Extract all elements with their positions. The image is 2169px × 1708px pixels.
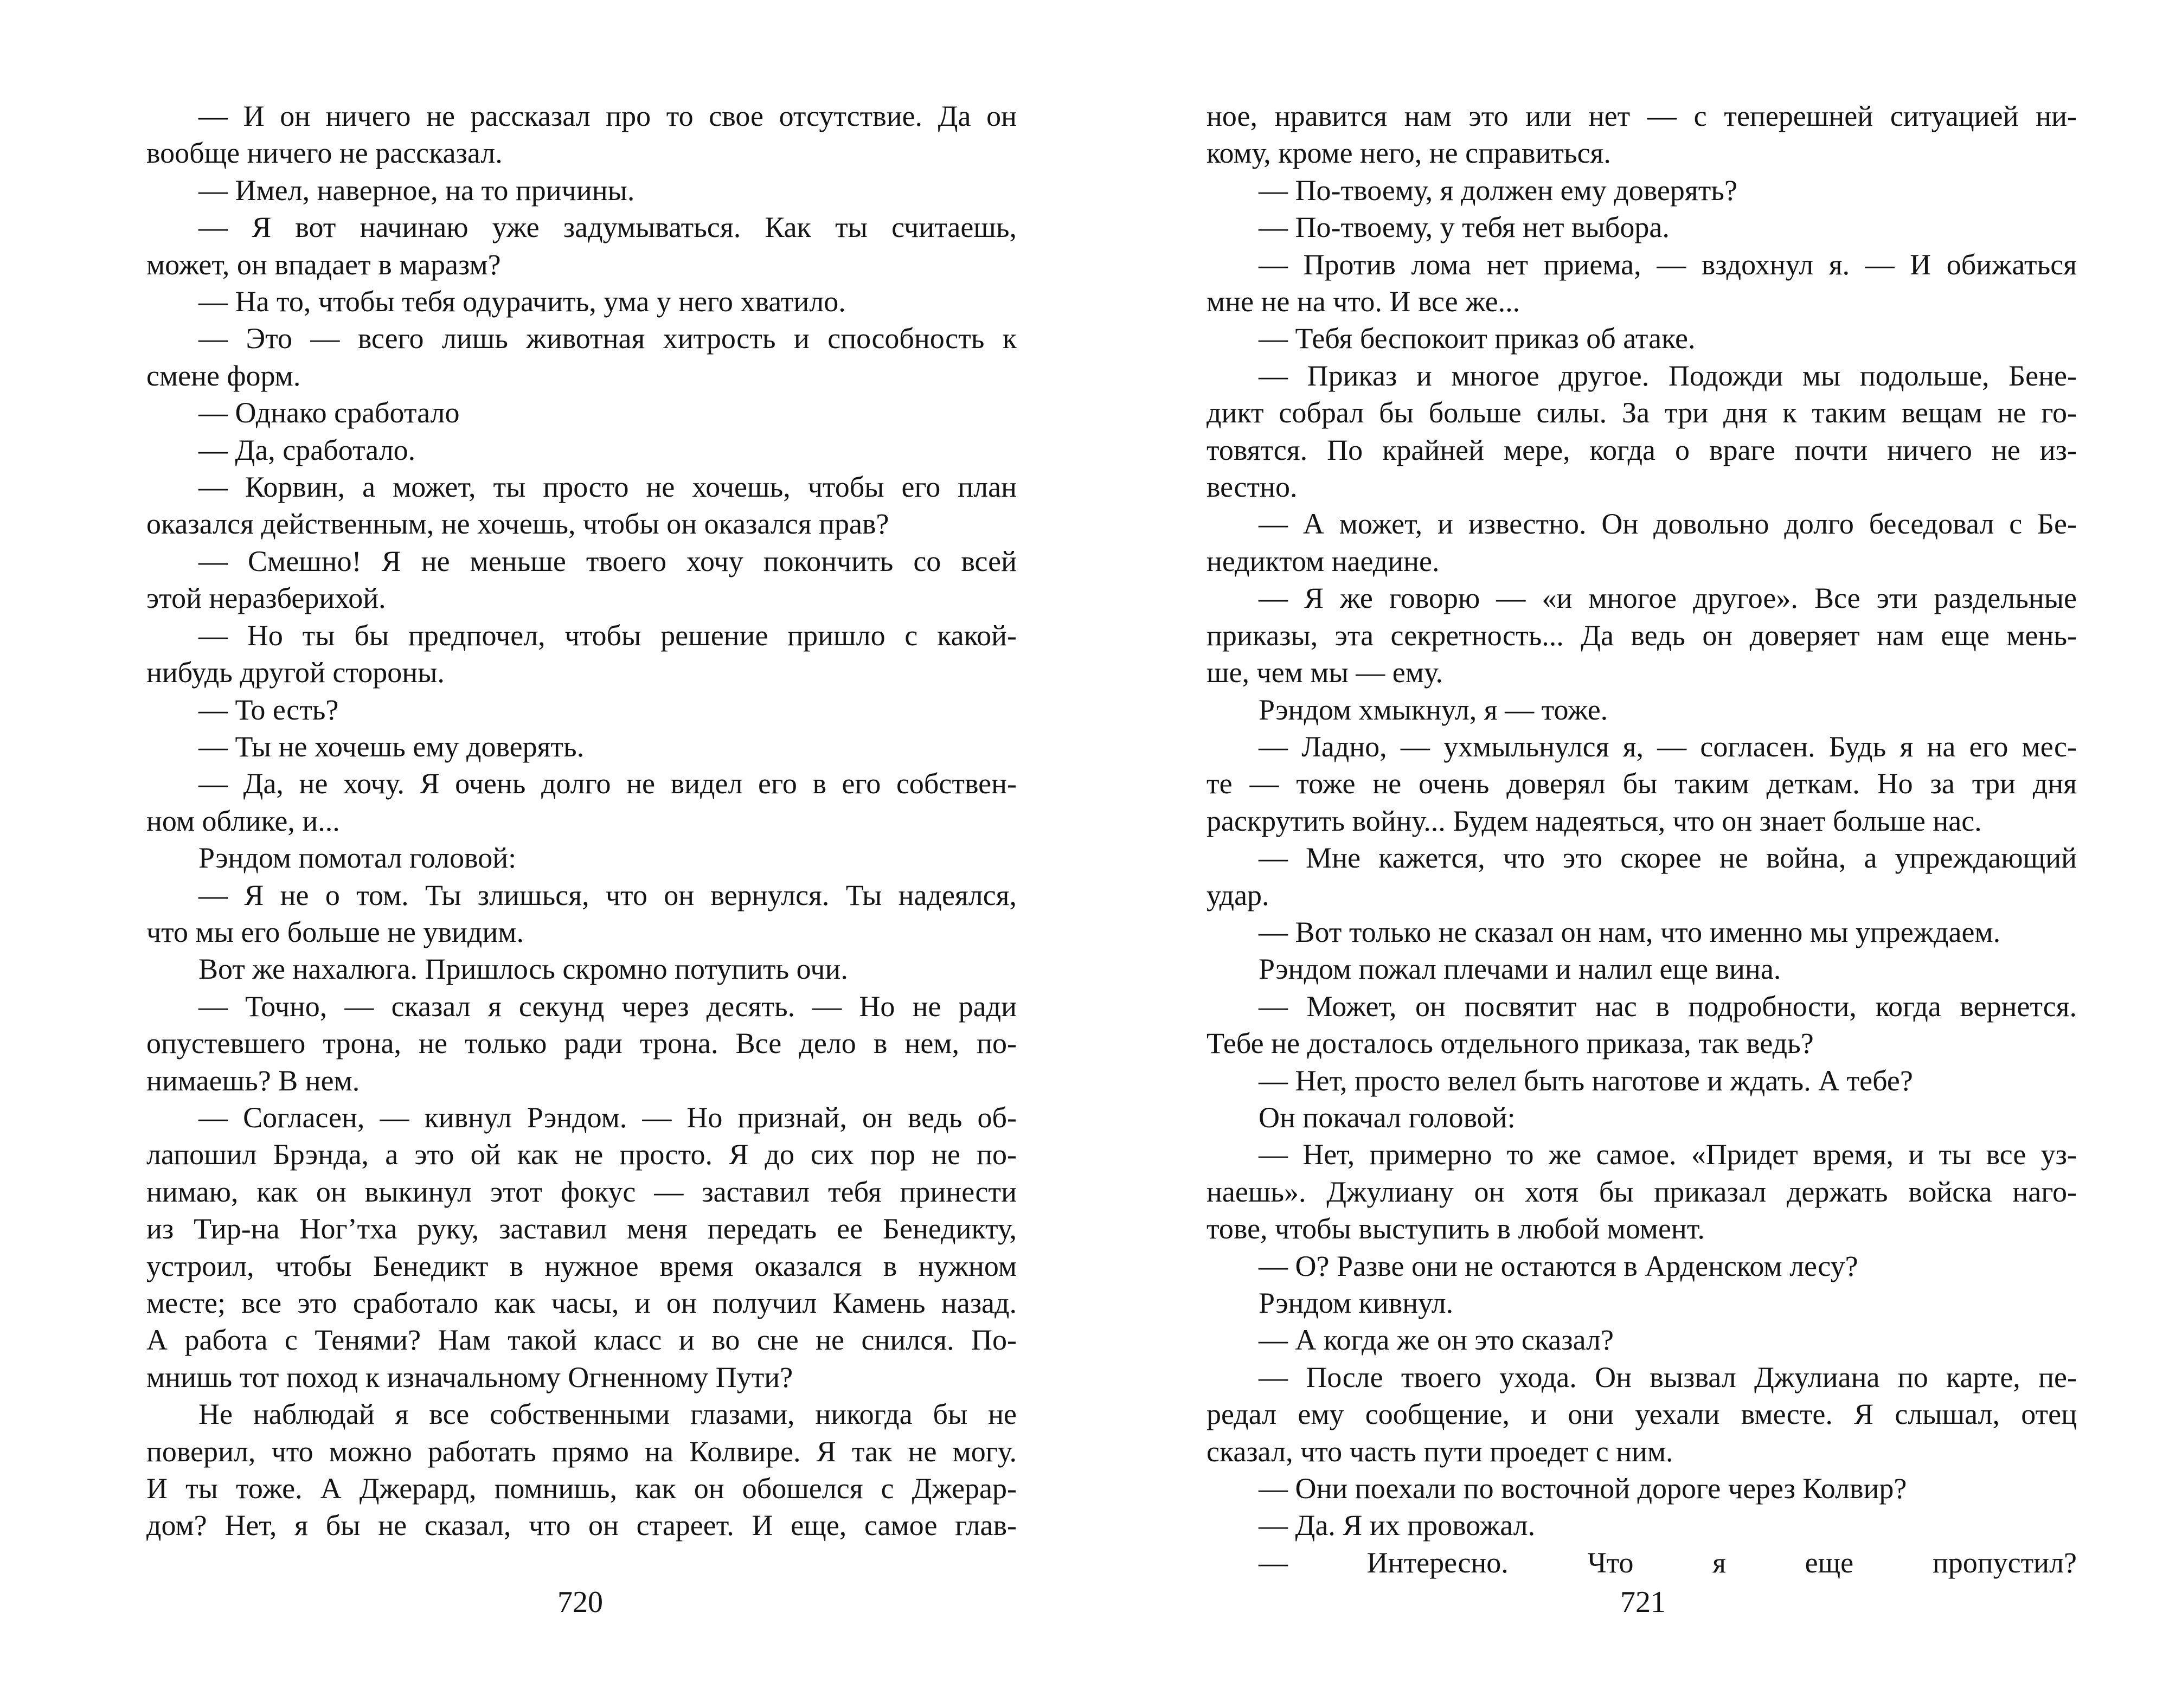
text-line: из Тир-на Ног’тха руку, заставил меня передать ее Бенедикту, (146, 1212, 1017, 1245)
text-line: — Это — всего лишь животная хитрость и способность к (198, 322, 1017, 355)
text-line: — Смешно! Я не меньше твоего хочу покончить со всей (198, 544, 1017, 577)
text-line: вообще ничего не рассказал. (146, 137, 503, 170)
text-line: нимаю, как он выкинул этот фокус — заставил тебя принести (146, 1175, 1017, 1208)
text-line: — Да, сработало. (198, 433, 416, 466)
text-line: поверил, что можно работать прямо на Колвире. Я так не могу. (146, 1435, 1017, 1468)
text-line: редал ему сообщение, и они уехали вместе. Я слышал, отец (1207, 1398, 2077, 1431)
text-line: мне не на что. И все же... (1207, 285, 1520, 318)
text-line: дикт собрал бы больше силы. За три дня к таким вещам не го- (1207, 396, 2077, 429)
text-line: приказы, эта секретность... Да ведь он доверяет нам еще мень- (1207, 619, 2077, 652)
text-line: Он покачал головой: (1259, 1101, 1516, 1134)
text-line: лапошил Брэнда, а это ой как не просто. Я до сих пор не по- (146, 1138, 1017, 1171)
text-line: — Ладно, — ухмыльнулся я, — согласен. Будь я на его мес- (1259, 730, 2077, 763)
text-line: — И он ничего не рассказал про то свое отсутствие. Да он (198, 100, 1017, 132)
text-line: Не наблюдай я все собственными глазами, никогда бы не (198, 1398, 1017, 1431)
text-line: Рэндом помотал головой: (198, 842, 517, 875)
text-line: — Они поехали по восточной дороге через Колвир? (1259, 1472, 1907, 1505)
text-line: наешь». Джулиану он хотя бы приказал держать войска наго- (1207, 1175, 2077, 1208)
text-line: ном облике, и... (146, 804, 340, 837)
text-line: смене форм. (146, 359, 301, 392)
text-line: — Против лома нет приема, — вздохнул я. — И обижаться (1259, 248, 2077, 281)
text-line: — Но ты бы предпочел, чтобы решение пришло с какой- (198, 619, 1017, 652)
text-line: — Я вот начинаю уже задумываться. Как ты считаешь, (198, 211, 1017, 244)
text-line: месте; все это сработало как часы, и он получил Камень назад. (146, 1287, 1017, 1319)
text-line: ше, чем мы — ему. (1207, 656, 1443, 689)
right-page (1207, 98, 2077, 1581)
text-line: вестно. (1207, 471, 1298, 504)
text-line: устроил, чтобы Бенедикт в нужное время оказался в нужном (146, 1249, 1017, 1282)
text-line: нибудь другой стороны. (146, 656, 445, 689)
text-line: — Ты не хочешь ему доверять. (198, 730, 585, 763)
text-line: тове, чтобы выступить в любой момент. (1207, 1212, 1705, 1245)
text-line: Вот же нахалюга. Пришлось скромно потупить очи. (198, 953, 848, 986)
text-line: раскрутить войну... Будем надеяться, что он знает больше нас. (1207, 804, 1982, 837)
text-line: дом? Нет, я бы не сказал, что он стареет. И еще, самое глав- (146, 1509, 1017, 1542)
text-line: ное, нравится нам это или нет — с теперешней ситуацией ни- (1207, 100, 2077, 132)
text-line: кому, кроме него, не справиться. (1207, 137, 1611, 170)
text-line: — Вот только не сказал он нам, что именно мы упреждаем. (1259, 915, 2001, 948)
text-line: — Мне кажется, что это скорее не война, а упреждающий (1259, 842, 2077, 875)
left-page (146, 98, 1017, 1544)
text-line: мнишь тот поход к изначальному Огненному Пути? (146, 1360, 793, 1394)
text-line: нимаешь? В нем. (146, 1064, 360, 1097)
text-line: — По-твоему, я должен ему доверять? (1259, 174, 1737, 207)
page-number-left: 720 (557, 1585, 603, 1619)
text-line: недиктом наедине. (1207, 544, 1440, 577)
text-line: — Точно, — сказал я секунд через десять. — Но не ради (198, 990, 1017, 1023)
page-number-right: 721 (1620, 1585, 1666, 1619)
text-line: удар. (1207, 878, 1269, 911)
right-page-text (1207, 98, 2077, 1581)
text-line: — А может, и известно. Он довольно долго беседовал с Бе- (1259, 508, 2077, 541)
text-line: — О? Разве они не остаются в Арденском лесу? (1259, 1249, 1858, 1282)
text-line: — На то, чтобы тебя одурачить, ума у него хватило. (198, 285, 846, 318)
text-line: А работа с Тенями? Нам такой класс и во сне не снился. По- (146, 1324, 1017, 1357)
text-line: — Тебя беспокоит приказ об атаке. (1259, 322, 1696, 355)
text-line: — Согласен, — кивнул Рэндом. — Но признай, он ведь об- (198, 1101, 1017, 1134)
text-line: — Да, не хочу. Я очень долго не видел его в его собствен- (198, 767, 1017, 800)
text-line: — Я же говорю — «и многое другое». Все эти раздельные (1259, 582, 2077, 615)
text-line: — Однако сработало (198, 396, 460, 429)
text-line: — Приказ и многое другое. Подожди мы подольше, Бене- (1259, 359, 2077, 392)
text-line: Рэндом хмыкнул, я — тоже. (1259, 693, 1608, 726)
text-line: этой неразберихой. (146, 582, 386, 615)
text-line: И ты тоже. А Джерард, помнишь, как он обошелся с Джерар- (146, 1472, 1017, 1505)
text-line: — Да. Я их провожал. (1259, 1509, 1536, 1542)
text-line: — Может, он посвятит нас в подробности, когда вернется. (1259, 990, 2077, 1023)
text-line: — Я не о том. Ты злишься, что он вернулся. Ты надеялся, (198, 878, 1017, 911)
left-page-text (146, 98, 1017, 1544)
text-line: — Имел, наверное, на то причины. (198, 174, 635, 207)
text-line: — Нет, примерно то же самое. «Придет время, и ты все уз- (1259, 1138, 2077, 1171)
text-line: Тебе не досталось отдельного приказа, так ведь? (1207, 1027, 1814, 1060)
text-line: Рэндом пожал плечами и налил еще вина. (1259, 953, 1781, 986)
text-line: товятся. По крайней мере, когда о враге почти ничего не из- (1207, 433, 2077, 466)
text-line: что мы его больше не увидим. (146, 915, 524, 948)
text-line: — Интересно. Что я еще пропустил? (1259, 1546, 2077, 1579)
text-line: — А когда же он это сказал? (1259, 1324, 1614, 1357)
text-line: Рэндом кивнул. (1259, 1287, 1454, 1319)
text-line: — То есть? (198, 693, 339, 726)
text-line: — После твоего ухода. Он вызвал Джулиана по карте, пе- (1259, 1360, 2077, 1394)
text-line: сказал, что часть пути проедет с ним. (1207, 1435, 1673, 1468)
text-line: — По-твоему, у тебя нет выбора. (1259, 211, 1670, 244)
text-line: опустевшего трона, не только ради трона. Все дело в нем, по- (146, 1027, 1017, 1060)
text-line: те — тоже не очень доверял бы таким деткам. Но за три дня (1207, 767, 2077, 800)
text-line: может, он впадает в маразм? (146, 248, 501, 281)
text-line: — Нет, просто велел быть наготове и ждать. А тебе? (1259, 1064, 1913, 1097)
text-line: оказался действенным, не хочешь, чтобы он оказался прав? (146, 508, 889, 541)
text-line: — Корвин, а может, ты просто не хочешь, чтобы его план (198, 471, 1017, 504)
